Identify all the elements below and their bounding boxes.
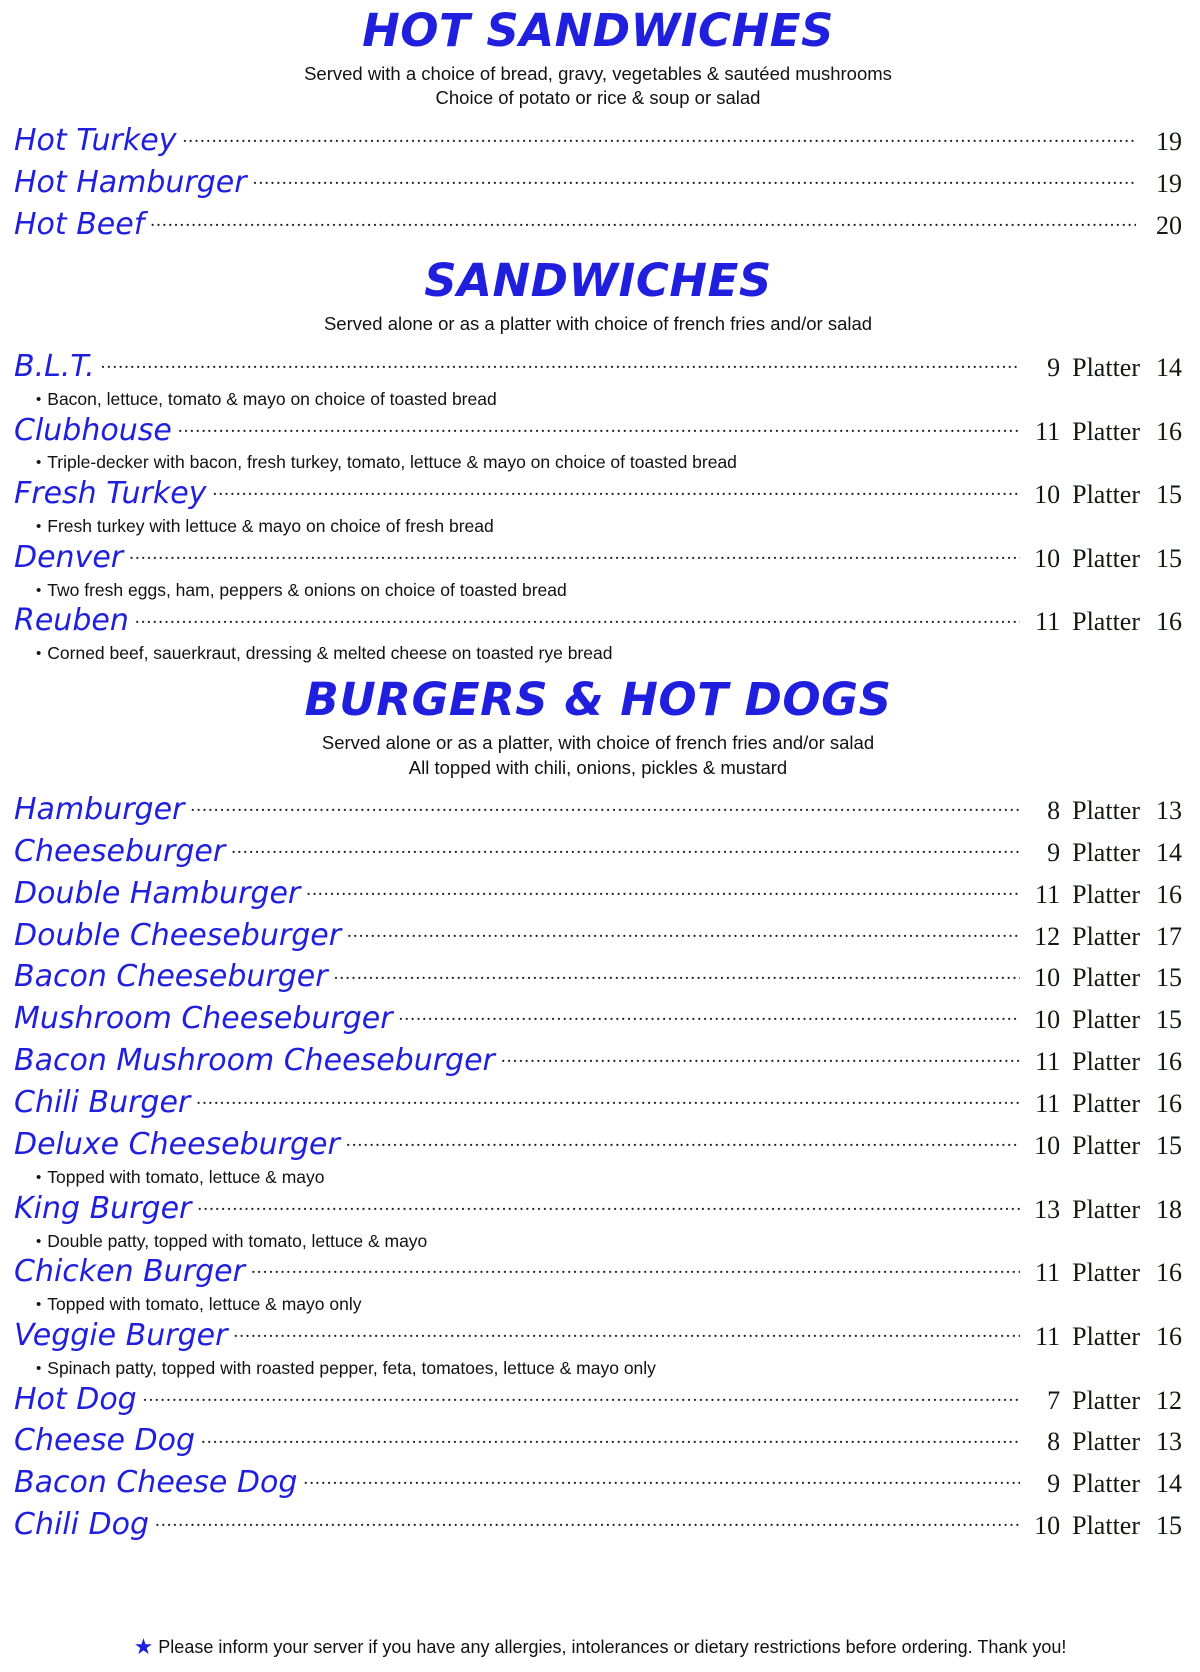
menu-section — [14, 244, 1182, 665]
platter-price: 14 — [1156, 1469, 1182, 1499]
platter-price: 14 — [1156, 837, 1182, 867]
menu-item-row — [14, 411, 1182, 451]
menu-item-price: 10 — [1034, 480, 1061, 510]
bullet-icon: • — [36, 454, 42, 472]
menu-item-row — [14, 1505, 1182, 1545]
menu-item-name: Hot Dog — [14, 1381, 137, 1417]
platter-label: Platter — [1072, 1469, 1140, 1499]
menu-item-row — [14, 999, 1182, 1039]
menu-item-description-text: Bacon, lettuce, tomato & mayo on choice of toasted bread — [47, 388, 497, 409]
bullet-icon: • — [36, 390, 42, 408]
platter-price: 17 — [1156, 921, 1182, 951]
menu-item-price: 10 — [1034, 963, 1061, 993]
dot-leader — [253, 176, 1136, 192]
menu-item-price: 10 — [1034, 543, 1061, 573]
bullet-icon: • — [36, 1296, 42, 1314]
dot-leader — [129, 551, 1020, 567]
platter-label: Platter — [1072, 1131, 1140, 1161]
platter-label: Platter — [1072, 1427, 1140, 1457]
platter-label: Platter — [1072, 416, 1140, 446]
menu-item-description-text: Triple-decker with bacon, fresh turkey, tomato, lettuce & mayo on choice of toasted bread — [47, 452, 737, 473]
dot-leader — [178, 424, 1020, 440]
menu-item-name: Bacon Cheeseburger — [14, 959, 328, 995]
platter-price: 16 — [1156, 1258, 1182, 1288]
menu-item-description — [14, 642, 1182, 665]
section-title: HOT SANDWICHES — [362, 4, 834, 57]
bullet-icon: • — [36, 645, 42, 663]
platter-label: Platter — [1072, 1385, 1140, 1415]
menu-item-price: 11 — [1035, 607, 1061, 637]
menu-item-price: 11 — [1035, 879, 1061, 909]
menu-item-row — [14, 538, 1182, 578]
dot-leader — [182, 134, 1136, 150]
menu-item-price: 8 — [1047, 795, 1061, 825]
menu-sections — [14, 0, 1182, 1545]
menu-item-price: 9 — [1047, 837, 1061, 867]
menu-item-row — [14, 163, 1182, 203]
menu-item-row — [14, 874, 1182, 914]
platter-label: Platter — [1072, 480, 1140, 510]
bullet-icon: • — [36, 1232, 42, 1250]
platter-price: 15 — [1156, 480, 1182, 510]
menu-item-row — [14, 347, 1182, 387]
menu-item-name: Denver — [14, 539, 124, 575]
menu-item-description-text: Corned beef, sauerkraut, dressing & melted cheese on toasted rye bread — [47, 643, 613, 664]
platter-price: 16 — [1156, 1089, 1182, 1119]
platter-label: Platter — [1072, 352, 1140, 382]
section-subtitle-line: Served with a choice of bread, gravy, vegetables & sautéed mushrooms — [304, 63, 892, 84]
menu-item-description — [14, 451, 1182, 474]
platter-label: Platter — [1072, 1194, 1140, 1224]
menu-item-row — [14, 1421, 1182, 1461]
platter-price: 16 — [1156, 879, 1182, 909]
bullet-icon: • — [36, 1359, 42, 1377]
menu-item-name: Hamburger — [14, 791, 185, 827]
section-subtitle-line: Served alone or as a platter with choice of french fries and/or salad — [323, 313, 873, 335]
allergy-notice — [0, 1634, 1200, 1660]
dot-leader — [190, 803, 1020, 819]
menu-item-price: 10 — [1034, 1511, 1061, 1541]
menu-item-price: 11 — [1035, 1047, 1061, 1077]
section-title: BURGERS & HOT DOGS — [304, 673, 892, 727]
dot-leader — [251, 1265, 1020, 1281]
menu-item-description — [14, 388, 1182, 411]
menu-item-name: Bacon Mushroom Cheeseburger — [14, 1043, 495, 1079]
dot-leader — [135, 614, 1020, 630]
menu-section — [14, 665, 1182, 1545]
platter-label: Platter — [1072, 795, 1140, 825]
menu-item-price: 19 — [1156, 126, 1182, 156]
allergy-notice-text: Please inform your server if you have any allergies, intolerances or dietary restrictions before ordering. Thank you! — [158, 1637, 1067, 1657]
dot-leader — [501, 1054, 1020, 1070]
menu-item-description — [14, 579, 1182, 602]
menu-item-price: 10 — [1034, 1005, 1061, 1035]
dot-leader — [212, 487, 1020, 503]
section-subtitle-line: Served alone or as a platter, with choice of french fries and/or salad — [321, 732, 875, 754]
menu-item-row — [14, 1463, 1182, 1503]
menu-item-price: 11 — [1035, 416, 1061, 446]
platter-label: Platter — [1072, 1047, 1140, 1077]
platter-price: 13 — [1156, 1427, 1182, 1457]
platter-label: Platter — [1072, 1089, 1140, 1119]
platter-label: Platter — [1072, 607, 1140, 637]
platter-label: Platter — [1072, 1321, 1140, 1351]
menu-item-price: 20 — [1156, 210, 1182, 240]
menu-item-description — [14, 1357, 1182, 1380]
menu-item-description — [14, 1230, 1182, 1253]
menu-item-list — [14, 121, 1182, 245]
menu-item-name: Clubhouse — [14, 412, 172, 448]
platter-price: 15 — [1156, 1511, 1182, 1541]
menu-item-row — [14, 1252, 1182, 1292]
dot-leader — [201, 1434, 1020, 1450]
section-title: SANDWICHES — [424, 254, 772, 308]
dot-leader — [196, 1096, 1020, 1112]
menu-item-name: Chicken Burger — [14, 1254, 245, 1290]
menu-item-row — [14, 474, 1182, 514]
menu-item-row — [14, 916, 1182, 956]
bullet-icon: • — [36, 518, 42, 536]
menu-item-row — [14, 1189, 1182, 1229]
platter-price: 15 — [1156, 1005, 1182, 1035]
platter-price: 16 — [1156, 1047, 1182, 1077]
platter-price: 16 — [1156, 607, 1182, 637]
menu-item-list — [14, 347, 1182, 665]
menu-item-row — [14, 1380, 1182, 1420]
platter-price: 15 — [1156, 1131, 1182, 1161]
menu-item-name: Reuben — [14, 603, 129, 639]
platter-label: Platter — [1072, 1005, 1140, 1035]
menu-item-row — [14, 832, 1182, 872]
menu-item-name: King Burger — [14, 1190, 192, 1226]
menu-item-row — [14, 957, 1182, 997]
menu-item-name: Chili Burger — [14, 1085, 191, 1121]
menu-item-name: Double Cheeseburger — [14, 917, 342, 953]
platter-price: 13 — [1156, 795, 1182, 825]
section-subtitle-line: Choice of potato or rice & soup or salad — [435, 87, 761, 109]
menu-item-name: Double Hamburger — [14, 875, 301, 911]
menu-item-row — [14, 1083, 1182, 1123]
menu-item-name: Veggie Burger — [14, 1317, 228, 1353]
menu-item-name: Fresh Turkey — [14, 476, 207, 512]
menu-item-name: Hot Beef — [14, 206, 145, 242]
dot-leader — [347, 929, 1020, 945]
menu-item-name: Bacon Cheese Dog — [14, 1465, 298, 1501]
dot-leader — [143, 1393, 1020, 1409]
menu-item-row — [14, 1316, 1182, 1356]
platter-price: 16 — [1156, 416, 1182, 446]
bullet-icon: • — [36, 1168, 42, 1186]
dot-leader — [197, 1202, 1020, 1218]
platter-label: Platter — [1072, 837, 1140, 867]
menu-section — [14, 0, 1182, 244]
menu-item-description-text: Fresh turkey with lettuce & mayo on choice of fresh bread — [47, 516, 494, 537]
menu-item-price: 11 — [1035, 1089, 1061, 1119]
menu-item-price: 11 — [1035, 1258, 1061, 1288]
platter-label: Platter — [1072, 879, 1140, 909]
menu-item-name: Hot Turkey — [14, 122, 177, 158]
platter-price: 12 — [1156, 1385, 1182, 1415]
dot-leader — [334, 970, 1021, 986]
platter-label: Platter — [1072, 543, 1140, 573]
dot-leader — [231, 845, 1020, 861]
menu-item-price: 12 — [1034, 921, 1061, 951]
menu-item-price: 9 — [1047, 352, 1061, 382]
menu-item-row — [14, 1041, 1182, 1081]
menu-item-description-text: Double patty, topped with tomato, lettuce & mayo — [47, 1230, 428, 1251]
menu-item-row — [14, 205, 1182, 245]
menu-item-description — [14, 1293, 1182, 1316]
star-icon: ★ — [133, 1634, 154, 1659]
menu-item-description — [14, 1166, 1182, 1189]
menu-item-description-text: Topped with tomato, lettuce & mayo only — [47, 1294, 362, 1315]
bullet-icon: • — [36, 581, 42, 599]
section-subtitle-line: All topped with chili, onions, pickles & mustard — [408, 756, 788, 778]
platter-price: 14 — [1156, 352, 1182, 382]
platter-price: 15 — [1156, 543, 1182, 573]
dot-leader — [233, 1329, 1020, 1345]
dot-leader — [155, 1518, 1020, 1534]
menu-item-row — [14, 601, 1182, 641]
platter-price: 18 — [1156, 1194, 1182, 1224]
dot-leader — [101, 360, 1020, 376]
dot-leader — [303, 1476, 1020, 1492]
menu-item-price: 9 — [1047, 1469, 1061, 1499]
menu-item-name: Deluxe Cheeseburger — [14, 1127, 340, 1163]
section-subtitle — [14, 62, 1182, 111]
menu-item-list — [14, 790, 1182, 1545]
menu-item-price: 13 — [1034, 1194, 1061, 1224]
platter-label: Platter — [1072, 921, 1140, 951]
platter-price: 15 — [1156, 963, 1182, 993]
section-subtitle — [14, 312, 1182, 336]
menu-item-description-text: Topped with tomato, lettuce & mayo — [47, 1166, 325, 1187]
menu-item-name: Cheese Dog — [14, 1423, 195, 1459]
menu-item-row — [14, 1125, 1182, 1165]
menu-item-row — [14, 121, 1182, 161]
menu-item-name: Chili Dog — [14, 1507, 149, 1543]
platter-label: Platter — [1072, 1511, 1140, 1541]
menu-item-description-text: Two fresh eggs, ham, peppers & onions on choice of toasted bread — [47, 579, 567, 600]
menu-item-price: 10 — [1034, 1131, 1061, 1161]
menu-item-name: B.L.T. — [14, 348, 95, 384]
platter-price: 16 — [1156, 1321, 1182, 1351]
menu-item-name: Hot Hamburger — [14, 164, 247, 200]
dot-leader — [150, 218, 1136, 234]
dot-leader — [306, 887, 1020, 903]
menu-item-price: 8 — [1047, 1427, 1061, 1457]
menu-item-price: 11 — [1035, 1321, 1061, 1351]
menu-item-name: Cheeseburger — [14, 833, 226, 869]
menu-item-row — [14, 790, 1182, 830]
menu-item-description-text: Spinach patty, topped with roasted pepper, feta, tomatoes, lettuce & mayo only — [47, 1357, 656, 1378]
menu-item-price: 19 — [1156, 168, 1182, 198]
dot-leader — [399, 1012, 1021, 1028]
platter-label: Platter — [1072, 1258, 1140, 1288]
dot-leader — [346, 1138, 1020, 1154]
menu-item-price: 7 — [1047, 1385, 1061, 1415]
menu-item-name: Mushroom Cheeseburger — [14, 1001, 393, 1037]
platter-label: Platter — [1072, 963, 1140, 993]
section-subtitle — [14, 731, 1182, 780]
menu-item-description — [14, 515, 1182, 538]
